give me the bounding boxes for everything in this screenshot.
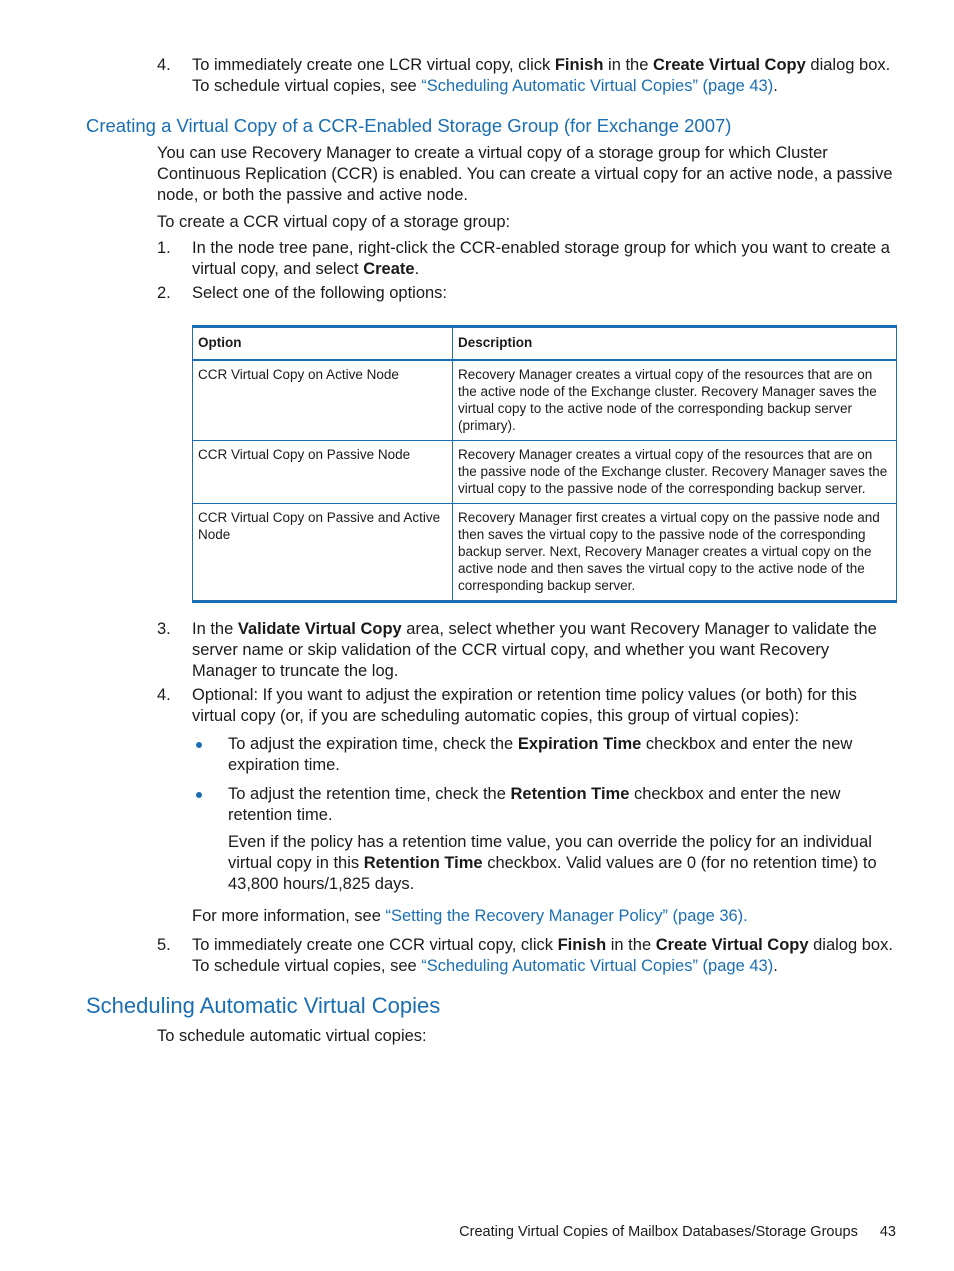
retention-note: Even if the policy has a retention time value, you can override the policy for an individual virtual copy in this Retention Time checkbox. Valid values are 0 (for no retention time) to 43,800 hours/1,825 days.	[228, 833, 877, 893]
option-cell: CCR Virtual Copy on Passive and Active Node	[193, 504, 453, 602]
scheduling-lead-text: To schedule automatic virtual copies:	[157, 1027, 427, 1045]
table-row	[193, 360, 897, 441]
footer-title: Creating Virtual Copies of Mailbox Databases/Storage Groups	[459, 1224, 858, 1240]
step1-text: In the node tree pane, right-click the CCR-enabled storage group for which you want to create a virtual copy, and select Create.	[192, 239, 890, 278]
table-header-row	[193, 327, 897, 361]
policy-link[interactable]: “Setting the Recovery Manager Policy” (page 36).	[385, 907, 748, 925]
bullet-expiration: To adjust the expiration time, check the Expiration Time checkbox and enter the new expiration time.	[228, 735, 853, 774]
step5-text: To immediately create one CCR virtual copy, click Finish in the Create Virtual Copy dialog box. To schedule virtual copies, see “Scheduling Automatic Virtual Copies” (page 43).	[192, 936, 893, 975]
ccr-lead-text: To create a CCR virtual copy of a storage group:	[157, 213, 511, 231]
step-number: 4.	[157, 686, 171, 704]
step-number: 4.	[157, 56, 171, 74]
table-row	[193, 504, 897, 602]
option-cell: CCR Virtual Copy on Passive Node	[193, 441, 453, 504]
step-number: 3.	[157, 620, 171, 638]
step2-text: Select one of the following options:	[192, 284, 448, 302]
step4-text: Optional: If you want to adjust the expiration or retention time policy values (or both) for this virtual copy (or, if you are scheduling automatic copies, this group of virtual copies):	[192, 686, 857, 725]
description-cell: Recovery Manager creates a virtual copy of the resources that are on the active node of the Exchange cluster. Recovery Manager saves the virtual copy to the active node of the corresponding backup server (primary).	[453, 360, 897, 441]
column-header-description: Description	[453, 327, 897, 361]
step-number: 2.	[157, 284, 171, 302]
scheduling-section-heading: Scheduling Automatic Virtual Copies	[86, 993, 441, 1018]
description-cell: Recovery Manager creates a virtual copy of the resources that are on the passive node of the Exchange cluster. Recovery Manager saves the virtual copy to the passive node of the corresponding backup server.	[453, 441, 897, 504]
scheduling-link[interactable]: “Scheduling Automatic Virtual Copies” (page 43)	[421, 957, 774, 975]
ccr-section-heading: Creating a Virtual Copy of a CCR-Enabled Storage Group (for Exchange 2007)	[86, 115, 732, 136]
step-number: 5.	[157, 936, 171, 954]
more-info-text: For more information, see “Setting the Recovery Manager Policy” (page 36).	[192, 907, 748, 925]
page-footer	[459, 1222, 896, 1242]
step3-text: In the Validate Virtual Copy area, select whether you want Recovery Manager to validate the server name or skip validation of the CCR virtual copy, and whether you want Recovery Manager to truncate the log.	[192, 620, 877, 680]
column-header-option: Option	[193, 327, 453, 361]
table-row	[193, 441, 897, 504]
bullet-retention: To adjust the retention time, check the Retention Time checkbox and enter the new retention time.	[228, 785, 841, 824]
options-table	[192, 325, 897, 603]
description-cell: Recovery Manager first creates a virtual copy on the passive node and then saves the virtual copy to the passive node of the corresponding backup server. Next, Recovery Manager creates a virtual copy on the active node and then saves the virtual copy to the active node of the corresponding backup server.	[453, 504, 897, 602]
ccr-intro-paragraph: You can use Recovery Manager to create a virtual copy of a storage group for which Cluster Continuous Replication (CCR) is enabled. You can create a virtual copy for an active node, a passive node, or both the passive and active node.	[157, 144, 893, 204]
scheduling-link[interactable]: “Scheduling Automatic Virtual Copies” (page 43)	[421, 77, 774, 95]
page-number: 43	[879, 1224, 896, 1240]
step-number: 1.	[157, 239, 171, 257]
bullet-icon	[196, 792, 202, 798]
step4-lcr-text: To immediately create one LCR virtual copy, click Finish in the Create Virtual Copy dialog box. To schedule virtual copies, see “Scheduling Automatic Virtual Copies” (page 43).	[192, 56, 891, 95]
option-cell: CCR Virtual Copy on Active Node	[193, 360, 453, 441]
bullet-icon	[196, 742, 202, 748]
